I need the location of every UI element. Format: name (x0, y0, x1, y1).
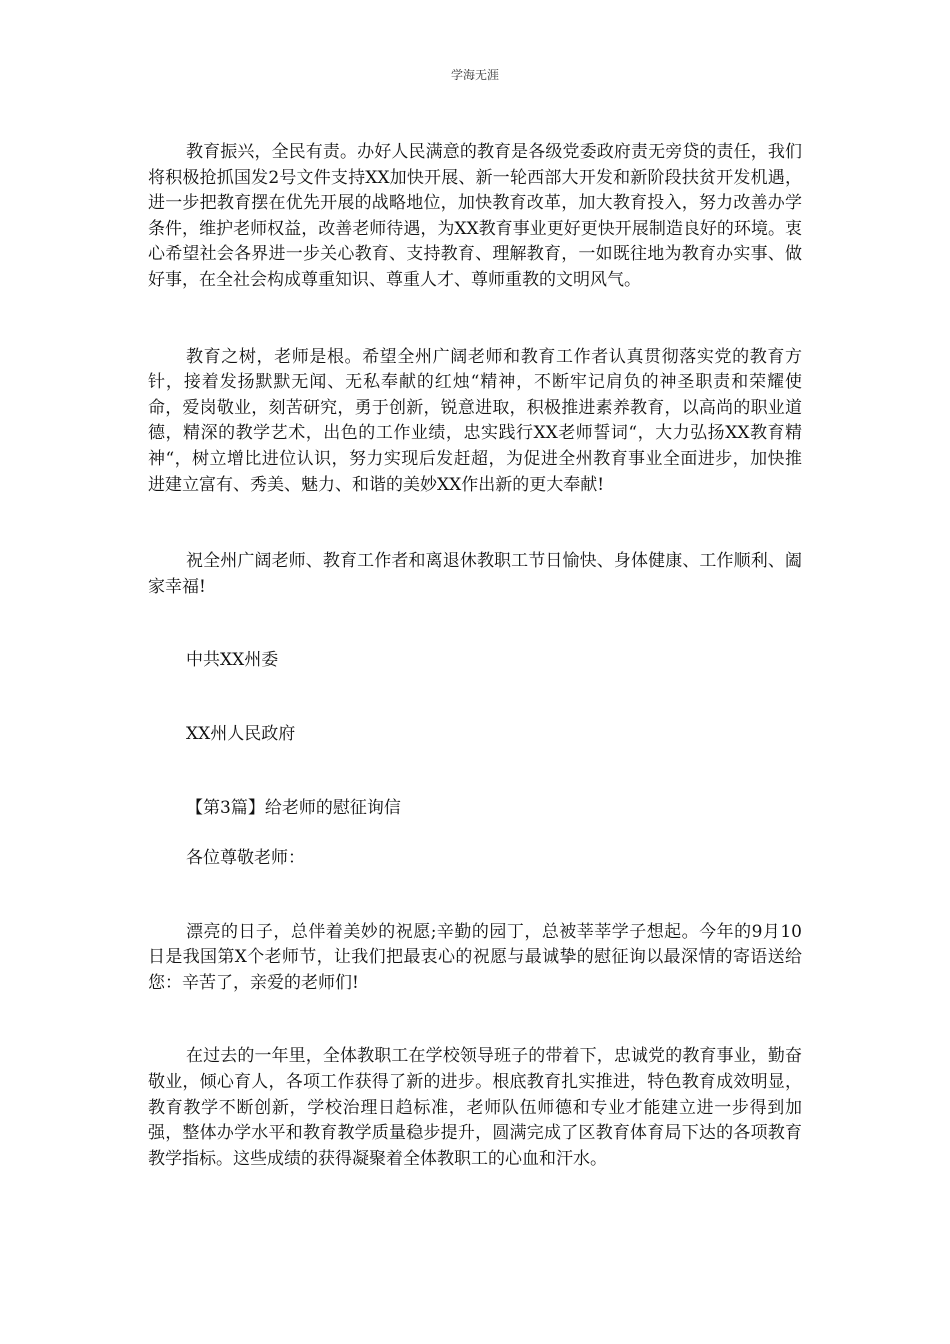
signature-government: XX州人民政府 (186, 723, 296, 744)
paragraph-holiday-wishes: 祝全州广阔老师、教育工作者和离退休教职工节日愉快、身体健康、工作顺利、阖家幸福! (148, 551, 802, 597)
letter-salutation: 各位尊敬老师： (186, 848, 305, 869)
paragraph-teachers-day: 漂亮的日子，总伴着美妙的祝愿;辛勤的园丁，总被莘莘学子想起。今年的9月10日是我国第X个老师节，让我们把最衷心的祝愿与最诚挚的慰征询以最深情的寄语送给您：辛苦了，亲爱的老师们! (148, 921, 802, 993)
document-body (148, 140, 802, 1172)
paragraph-gap (148, 748, 802, 796)
paragraph-teachers-root: 教育之树，老师是根。希望全州广阔老师和教育工作者认真贯彻落实党的教育方针，接着发扬默默无闻、无私奉献的红烛“精神，不断牢记肩负的神圣职责和荣耀使命，爱岗敬业，刻苦研究，勇于创新，锐意进取，积极推进素养教育，以高尚的职业道德，精深的教学艺术，出色的工作业绩，忠实践行XX老师誓词“，大力弘扬XX教育精神“，树立增比进位认识，努力实现后发赶超，为促进全州教育事业全面进步，加快推进建立富有、秀美、魅力、和谐的美妙XX作出新的更大奉献! (148, 346, 802, 495)
paragraph-gap (148, 872, 802, 920)
paragraph-gap (148, 821, 802, 846)
page-header: 学海无涯 (450, 68, 499, 82)
paragraph-past-year: 在过去的一年里，全体教职工在学校领导班子的带着下，忠诚党的教育事业，勤奋敬业，倾心育人，各项工作获得了新的进步。根底教育扎实推进，特色教育成效明显，教育教学不断创新，学校治理日趋标准，老师队伍师德和专业才能建立进一步得到加强，整体办学水平和教育教学质量稳步提升，圆满完成了区教育体育局下达的各项教育教学指标。这些成绩的获得凝聚着全体教职工的心血和汗水。 (148, 1046, 802, 1169)
paragraph-education-responsibility: 教育振兴，全民有责。办好人民满意的教育是各级党委政府责无旁贷的责任，我们将积极抢抓国发2号文件支持XX加快开展、新一轮西部大开发和新阶段扶贫开发机遇，进一步把教育摆在优先开展的战略地位，加快教育改革，加大教育投入，努力改善办学条件，维护老师权益，改善老师待遇，为XX教育事业更好更快开展制造良好的环境。衷心希望社会各界进一步关心教育、支持教育、理解教育，一如既往地为教育办实事、做好事，在全社会构成尊重知识、尊重人才、尊师重教的文明风气。 (148, 142, 802, 290)
paragraph-gap (148, 498, 802, 549)
paragraph-gap (148, 674, 802, 722)
signature-party-committee: 中共XX州委 (186, 650, 279, 671)
paragraph-gap (148, 600, 802, 648)
paragraph-gap (148, 294, 802, 345)
paragraph-gap (148, 996, 802, 1044)
section-title: 【第3篇】给老师的慰征询信 (186, 797, 401, 818)
